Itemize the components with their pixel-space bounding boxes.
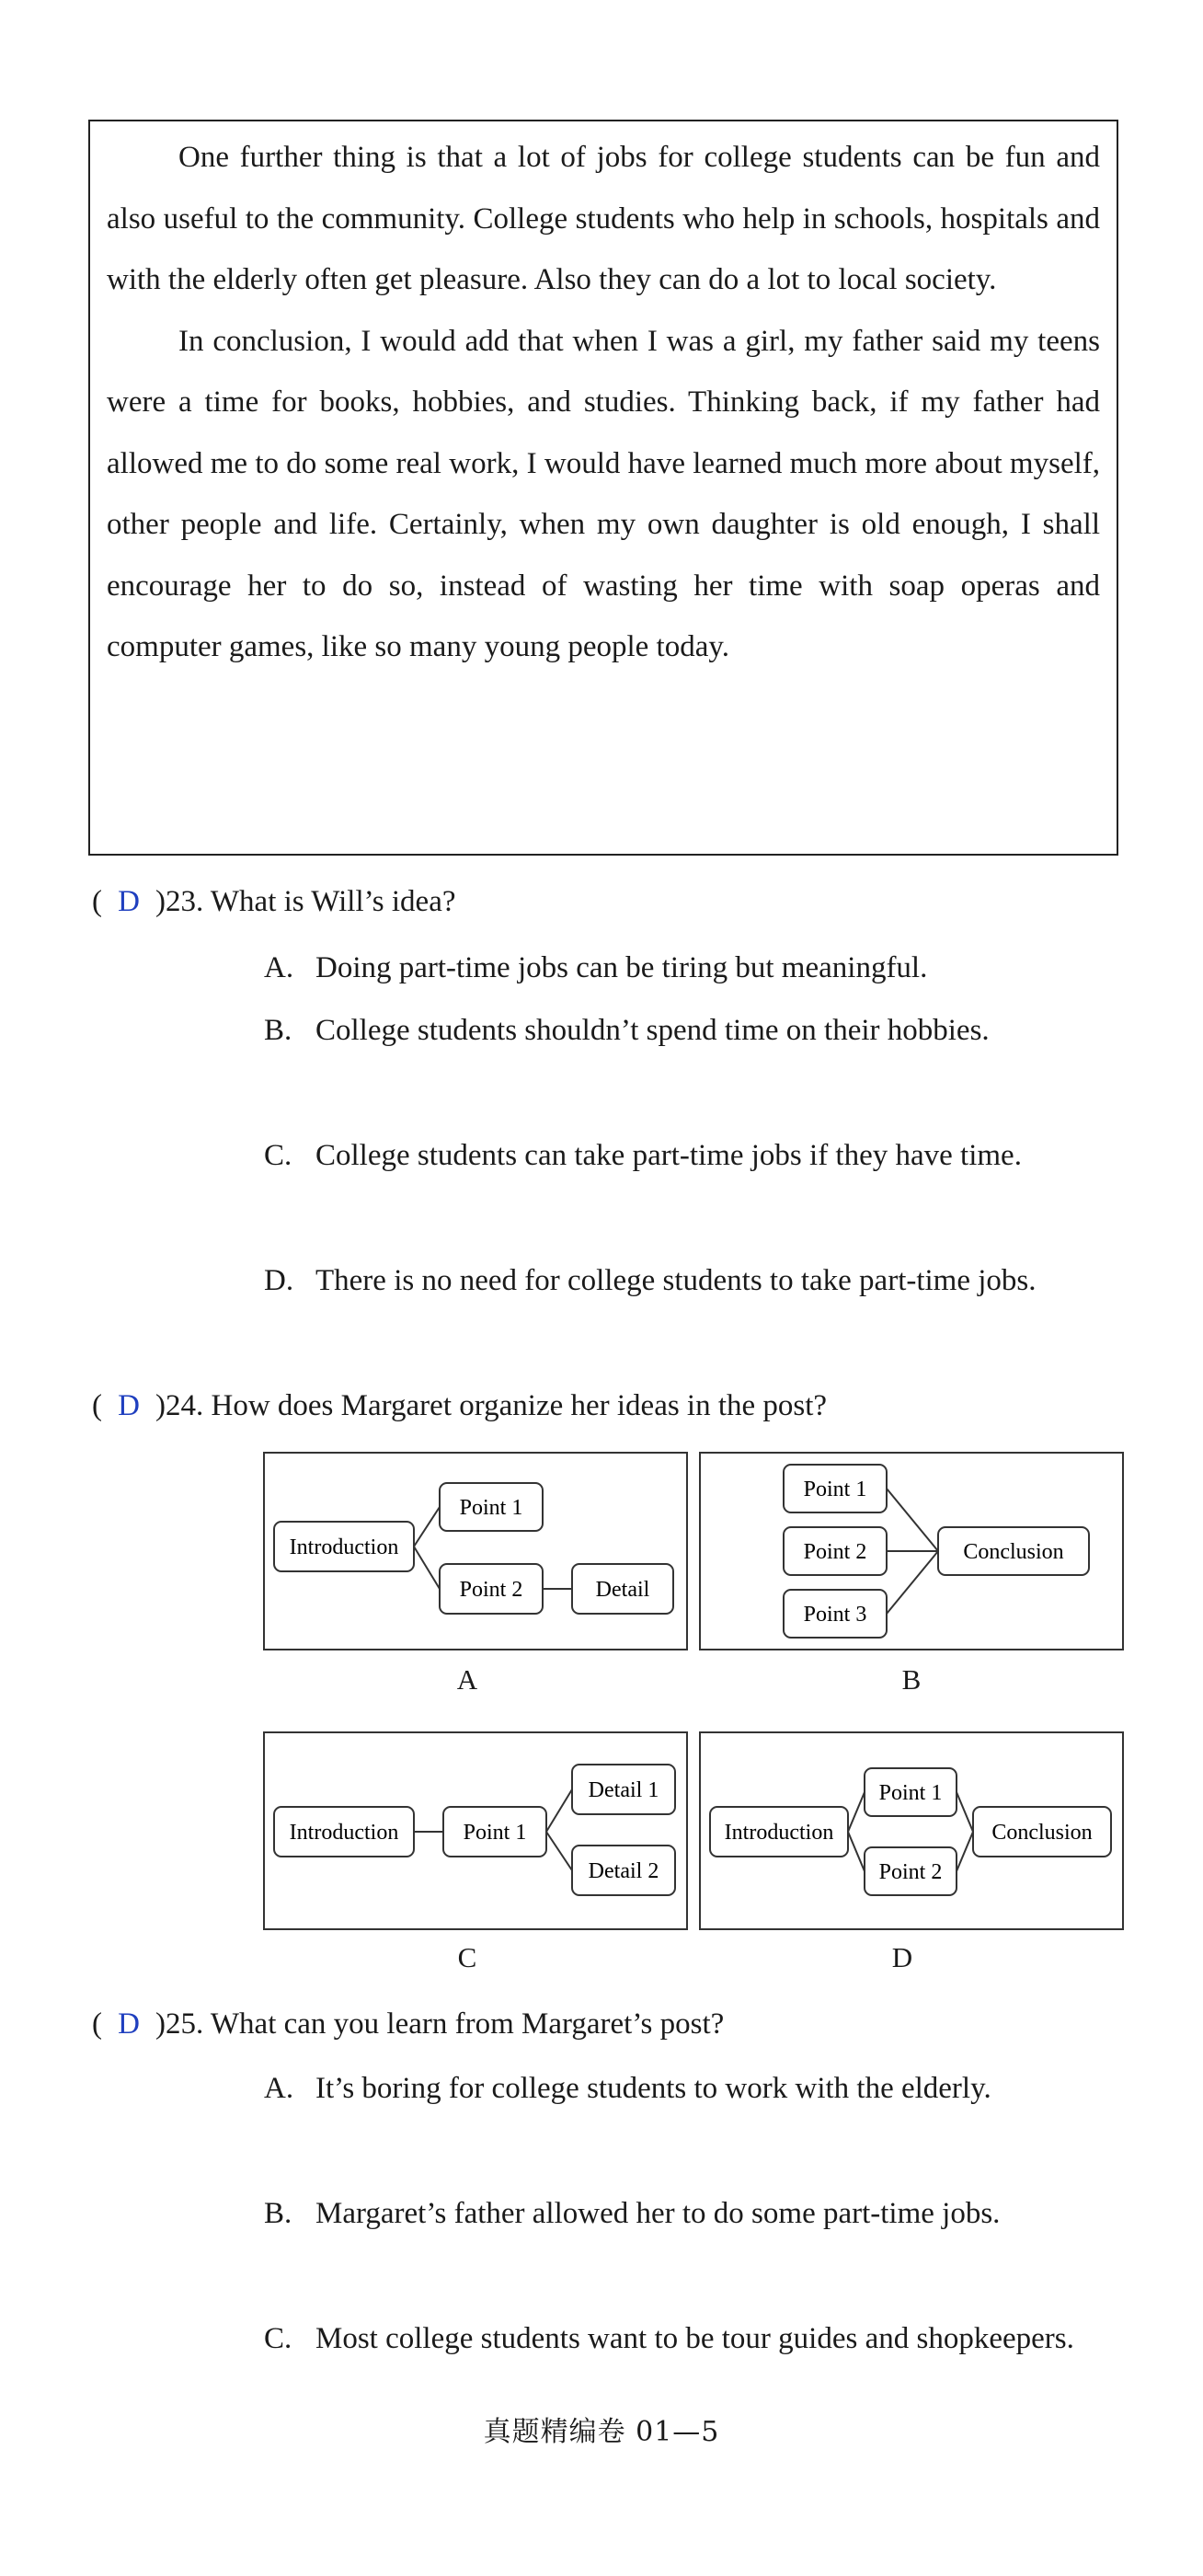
question-25: ( D )25. What can you learn from Margaret’s post? <box>92 2007 725 2041</box>
diagram-a-label-detail: Detail <box>595 1578 650 1602</box>
question-24-number: 24. <box>166 1389 204 1422</box>
answer-24: D <box>118 1389 140 1422</box>
diagram-d-caption: D <box>891 1941 913 1973</box>
question-23-number: 23. <box>166 885 204 918</box>
reading-passage <box>88 120 1118 856</box>
diagram-b <box>699 1452 1124 1650</box>
diagram-b-label-point2: Point 2 <box>803 1540 867 1564</box>
diagram-a <box>263 1452 688 1650</box>
passage-paragraph-1: One further thing is that a lot of jobs for college students can be fun and also useful to the community. College students who help in schools, hospitals and with the elderly often get pleasure. Also they can do a lot to local society. <box>107 141 1100 296</box>
diagram-d-label-conclusion: Conclusion <box>991 1821 1093 1845</box>
question-25-text: What can you learn from Margaret’s post? <box>210 2007 725 2041</box>
diagram-d <box>699 1731 1124 1930</box>
diagram-d-label-introduction: Introduction <box>724 1821 834 1845</box>
passage-paragraph-2: In conclusion, I would add that when I was a girl, my father said my teens were a time for books, hobbies, and studies. Thinking back, if my father had allowed me to do some real work, I would have learned much more about myself, other people and life. Certainly, when my own daughter is old enough, I shall encourage her to do so, instead of wasting her time with soap operas and computer games, like so many young people today. <box>107 324 1100 663</box>
option-25-a: A. It’s boring for college students to work with the elderly. <box>264 2072 991 2105</box>
diagram-c-label-point1: Point 1 <box>463 1821 527 1845</box>
diagram-c-caption: C <box>457 1941 477 1973</box>
option-23-a: A. Doing part-time jobs can be tiring but meaningful. <box>264 951 928 984</box>
diagram-c <box>263 1731 688 1930</box>
diagram-a-label-point2: Point 2 <box>459 1578 523 1602</box>
diagram-a-caption: A <box>456 1663 478 1696</box>
answer-25: D <box>118 2007 140 2041</box>
diagram-c-label-introduction: Introduction <box>289 1821 399 1845</box>
diagram-b-label-point1: Point 1 <box>803 1478 867 1501</box>
diagram-d-label-point1: Point 1 <box>878 1781 943 1805</box>
diagram-c-label-detail1: Detail 1 <box>588 1778 659 1802</box>
page-footer: 真题精编卷 01—5 <box>483 2416 720 2448</box>
question-24-text: How does Margaret organize her ideas in the post? <box>211 1389 828 1422</box>
diagram-c-label-detail2: Detail 2 <box>588 1859 659 1883</box>
diagram-d-label-point2: Point 2 <box>878 1860 943 1884</box>
option-25-b: B. Margaret’s father allowed her to do some part-time jobs. <box>264 2197 1001 2230</box>
question-23-text: What is Will’s idea? <box>210 885 456 918</box>
answer-23: D <box>118 885 140 918</box>
option-25-c: C. Most college students want to be tour guides and shopkeepers. <box>264 2322 1074 2355</box>
question-25-number: 25. <box>166 2007 204 2041</box>
diagram-a-label-point1: Point 1 <box>459 1496 523 1520</box>
diagram-a-label-introduction: Introduction <box>289 1535 399 1559</box>
diagram-b-caption: B <box>901 1663 922 1696</box>
option-23-c: C. College students can take part-time jobs if they have time. <box>264 1139 1022 1172</box>
question-23: ( D )23. What is Will’s idea? <box>92 885 456 918</box>
diagram-b-label-point3: Point 3 <box>803 1603 867 1627</box>
option-23-d: D. There is no need for college students to take part-time jobs. <box>264 1264 1037 1297</box>
question-24: ( D )24. How does Margaret organize her ideas in the post? <box>92 1389 828 1422</box>
diagram-b-label-conclusion: Conclusion <box>963 1540 1064 1564</box>
option-23-b: B. College students shouldn’t spend time on their hobbies. <box>264 1014 990 1047</box>
